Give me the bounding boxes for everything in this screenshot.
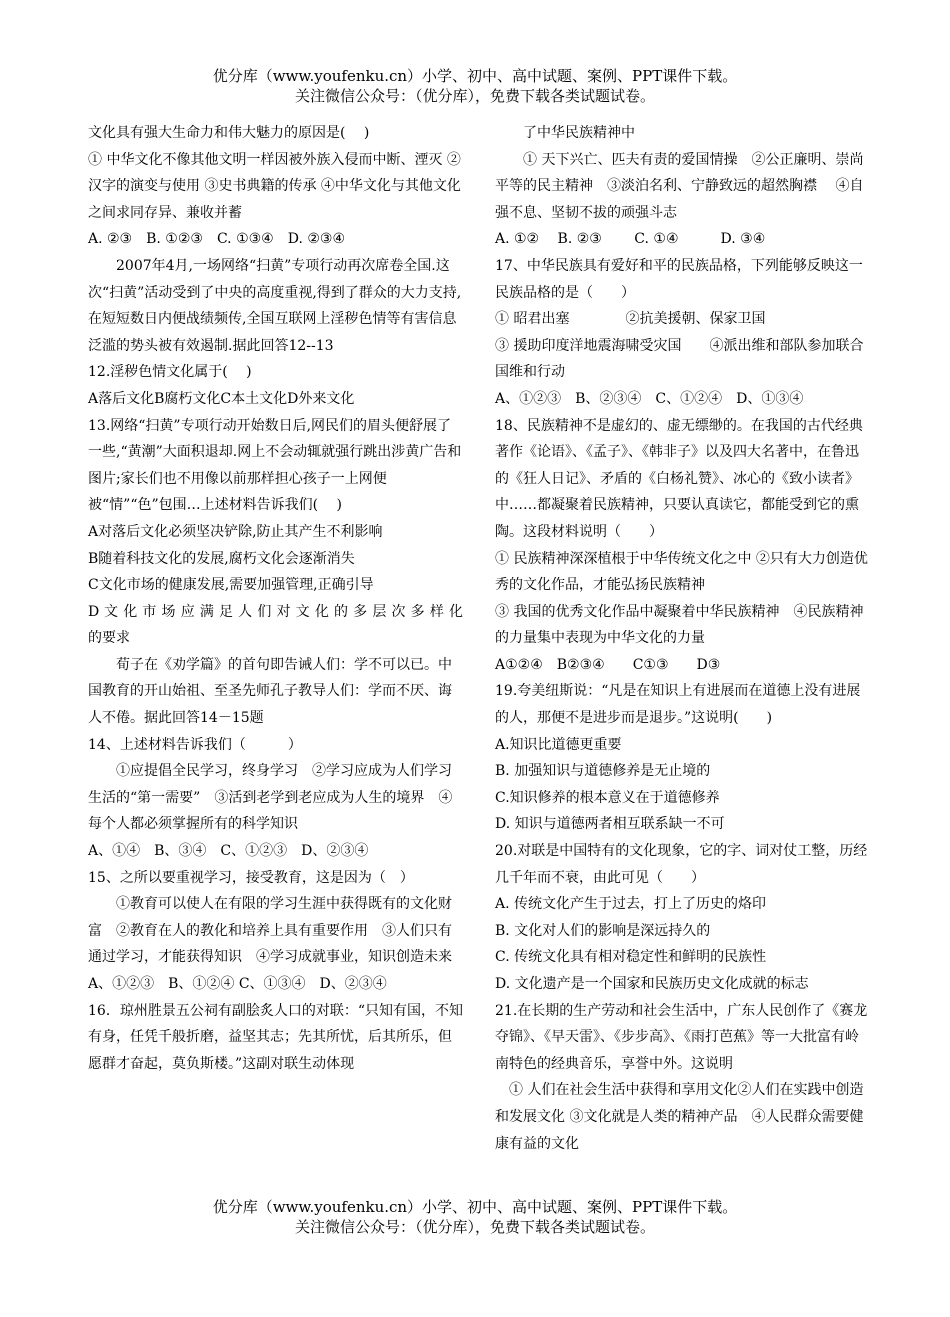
paragraph: ③ 援助印度洋地震海啸受灾国 ④派出维和部队参加联合国维和行动 <box>495 337 864 381</box>
paragraph: ③ 我国的优秀文化作品中凝聚着中华民族精神 ④民族精神的力量集中表现为中华文化的力量 <box>495 603 864 647</box>
header-line-1: 优分库（www.youfenku.cn）小学、初中、高中试题、案例、PPT课件下载。 <box>212 67 738 85</box>
paragraph: D 文 化 市 场 应 满 足 人 们 对 文 化 的 多 层 次 多 样 化 <box>88 603 463 620</box>
paragraph: 文化具有强大生命力和伟大魅力的原因是( ) <box>88 125 370 141</box>
paragraph: A. ②③ B. ①②③ C. ①③④ D. ②③④ <box>88 231 345 248</box>
paragraph: B. 文化对人们的影响是深远持久的 <box>495 922 711 939</box>
paragraph: 16．琼州胜景五公祠有副脍炙人口的对联：“只知有国，不知有身，任凭千般折磨，益坚其志；先其所忧，后其所乐，但愿群才奋起，莫负斯楼。”这副对联生动体现 <box>88 1002 463 1072</box>
paragraph: C文化市场的健康发展,需要加强管理,正确引导 <box>88 577 374 594</box>
right-column <box>495 120 870 1157</box>
paragraph: C.知识修养的根本意义在于道德修养 <box>495 789 720 806</box>
paragraph: 2007年4月,一场网络“扫黄”专项行动再次席卷全国.这次“扫黄”活动受到了中央的高度重视,得到了群众的大力支持,在短短数日内便战绩频传,全国互联网上淫秽色情等有害信息泛滥的势头被有效遏制.据此回答12--13 <box>88 257 462 354</box>
paragraph: 18、民族精神不是虚幻的、虚无缥缈的。在我国的古代经典著作《论语》、《孟子》、《韩非子》以及四大名著中，在鲁迅的《狂人日记》、矛盾的《白杨礼赞》、冰心的《致小读者》中……都凝聚着民族精神，只要认真读它，都能受到它的熏陶。这段材料说明（ ） <box>495 417 863 540</box>
paragraph: ① 中华文化不像其他文明一样因被外族入侵而中断、湮灭 ②汉字的演变与使用 ③史书典籍的传承 ④中华文化与其他文化之间求同存异、兼收并蓄 <box>88 151 461 221</box>
paragraph: 荀子在《劝学篇》的首句即告诫人们：学不可以已。中国教育的开山始祖、至圣先师孔子教导人们：学而不厌、诲人不倦。据此回答14－15题 <box>88 656 452 727</box>
paragraph: 17、中华民族具有爱好和平的民族品格，下列能够反映这一民族品格的是（ ） <box>495 257 863 301</box>
page-footer <box>0 1197 950 1237</box>
paragraph: C. 传统文化具有相对稳定性和鲜明的民族性 <box>495 949 767 966</box>
paragraph: 13.网络“扫黄”专项行动开始数日后,网民们的眉头便舒展了一些,“黄潮”大面积退却.网上不会动辄就强行跳出涉黄广告和图片;家长们也不用像以前那样担心孩子一上网便被“情”“色”包围…上述材料告诉我们( ) <box>88 417 462 514</box>
paragraph: 12.淫秽色情文化属于( ) <box>88 364 252 381</box>
paragraph: D. 文化遗产是一个国家和民族历史文化成就的标志 <box>495 976 809 992</box>
paragraph: 19.夸美纽斯说：“凡是在知识上有进展而在道德上没有进展的人，那便不是进步而是退步。”这说明( ) <box>495 683 861 727</box>
header-line-2: 关注微信公众号：（优分库），免费下载各类试题试卷。 <box>294 87 655 105</box>
paragraph: ① 民族精神深深植根于中华传统文化之中 ②只有大力创造优秀的文化作品，才能弘扬民族精神 <box>495 550 868 594</box>
paragraph: 20.对联是中国特有的文化现象，它的字、词对仗工整，历经几千年而不衰，由此可见（ ） <box>495 843 868 886</box>
footer-line-1: 优分库（www.youfenku.cn）小学、初中、高中试题、案例、PPT课件下载。 <box>212 1198 738 1216</box>
paragraph: A.知识比道德更重要 <box>495 736 622 753</box>
paragraph: 了中华民族精神中 <box>523 125 635 141</box>
paragraph: ① 人们在社会生活中获得和享用文化②人们在实践中创造和发展文化 ③文化就是人类的精神产品 ④人民群众需要健康有益的文化 <box>495 1082 864 1152</box>
paragraph: B随着科技文化的发展,腐朽文化会逐渐消失 <box>88 550 355 567</box>
paragraph: A、①②③ B、②③④ C、①②④ D、①③④ <box>495 390 804 407</box>
page-header <box>0 66 950 106</box>
paragraph: A对落后文化必须坚决铲除,防止其产生不利影响 <box>88 523 383 540</box>
paragraph: ① 昭君出塞 ②抗美援朝、保家卫国 <box>495 311 766 328</box>
paragraph: A①②④ B②③④ C①③ D③ <box>495 656 721 673</box>
paragraph: 15、之所以要重视学习，接受教育，这是因为（ ） <box>88 869 414 886</box>
paragraph: ① 天下兴亡、匹夫有责的爱国情操 ②公正廉明、崇尚平等的民主精神 ③淡泊名利、宁静致远的超然胸襟 ④自强不息、坚韧不拔的顽强斗志 <box>495 151 864 221</box>
left-column <box>88 120 463 1077</box>
paragraph: A、①④ B、③④ C、①②③ D、②③④ <box>88 843 369 860</box>
paragraph: A、①②③ B、①②④ C、①③④ D、②③④ <box>88 976 387 992</box>
paragraph: B. 加强知识与道德修养是无止境的 <box>495 763 711 780</box>
paragraph: 14、上述材料告诉我们（ ） <box>88 736 302 753</box>
paragraph: A. ①② B. ②③ C. ①④ D. ③④ <box>495 231 766 248</box>
footer-line-2: 关注微信公众号：（优分库），免费下载各类试题试卷。 <box>294 1218 655 1236</box>
paragraph: 的要求 <box>88 630 130 647</box>
paragraph: ①教育可以使人在有限的学习生涯中获得既有的文化财富 ②教育在人的教化和培养上具有重要作用 ③人们只有通过学习，才能获得知识 ④学习成就事业，知识创造未来 <box>88 896 452 966</box>
paragraph: A落后文化B腐朽文化C本土文化D外来文化 <box>88 390 355 407</box>
paragraph: ①应提倡全民学习，终身学习 ②学习应成为人们学习生活的“第一需要” ③活到老学到老应成为人生的境界 ④每个人都必须掌握所有的科学知识 <box>88 763 453 833</box>
paragraph: D. 知识与道德两者相互联系缺一不可 <box>495 816 725 833</box>
paragraph: 21.在长期的生产劳动和社会生活中，广东人民创作了《赛龙夺锦》、《早天雷》、《步步高》、《雨打芭蕉》等一大批富有岭南特色的经典音乐，享誉中外。这说明 <box>495 1002 868 1072</box>
paragraph: A. 传统文化产生于过去，打上了历史的烙印 <box>495 896 767 913</box>
